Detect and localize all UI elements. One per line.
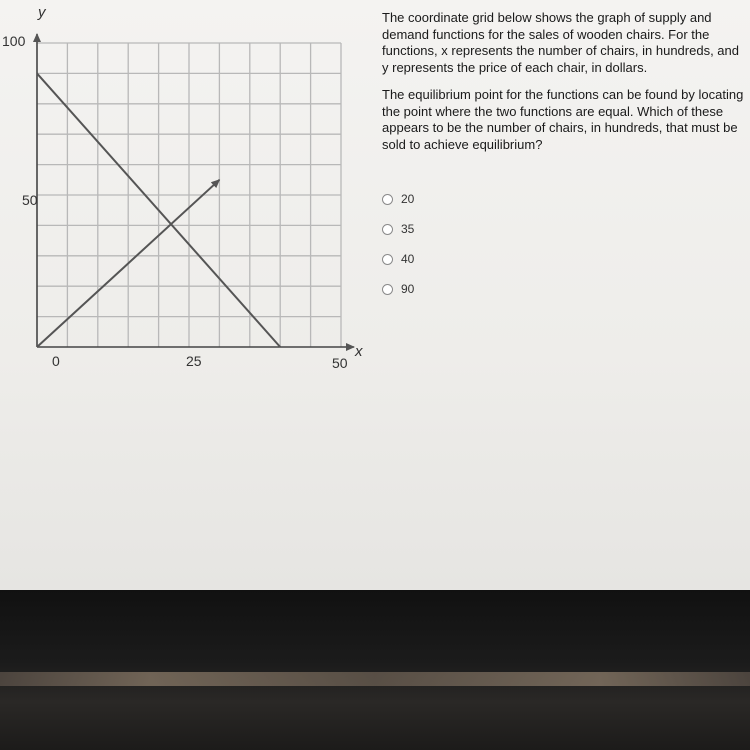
y-tick-label-50: 50 <box>22 192 38 208</box>
x-tick-label-25: 25 <box>186 353 202 369</box>
answer-option-label: 90 <box>401 282 415 296</box>
answer-option-label: 35 <box>401 222 415 236</box>
radio-button-icon[interactable] <box>382 194 393 205</box>
grid-lines <box>37 43 341 347</box>
x-tick-label-50: 50 <box>332 355 348 371</box>
radio-button-icon[interactable] <box>382 224 393 235</box>
answer-option-label: 40 <box>401 252 415 266</box>
question-paragraph-2: The equilibrium point for the functions can be found by locating the point where the two functions are equal. Which of these appears to be the number of chairs, in hundreds, that must be sold to achieve equilibrium? <box>382 87 744 152</box>
question-text <box>382 10 748 164</box>
y-axis-label: y <box>38 4 46 21</box>
answer-option-label: 20 <box>401 192 415 206</box>
answer-option-1[interactable] <box>382 184 414 214</box>
question-paragraph-1: The coordinate grid below shows the graph of supply and demand functions for the sales of wooden chairs. For the functions, x represents the number of chairs, in hundreds, and y represents the price of each chair, in dollars. <box>382 10 739 75</box>
radio-button-icon[interactable] <box>382 254 393 265</box>
answer-option-3[interactable] <box>382 244 414 274</box>
x-tick-label-0: 0 <box>52 353 60 369</box>
radio-button-icon[interactable] <box>382 284 393 295</box>
x-axis-label: x <box>355 343 363 360</box>
y-tick-label-100: 100 <box>2 33 26 49</box>
coordinate-graph <box>0 0 375 380</box>
bezel-reflection-strip <box>0 672 750 686</box>
answer-option-4[interactable] <box>382 274 414 304</box>
monitor-bezel <box>0 590 750 750</box>
answer-options <box>382 184 414 304</box>
answer-option-2[interactable] <box>382 214 414 244</box>
